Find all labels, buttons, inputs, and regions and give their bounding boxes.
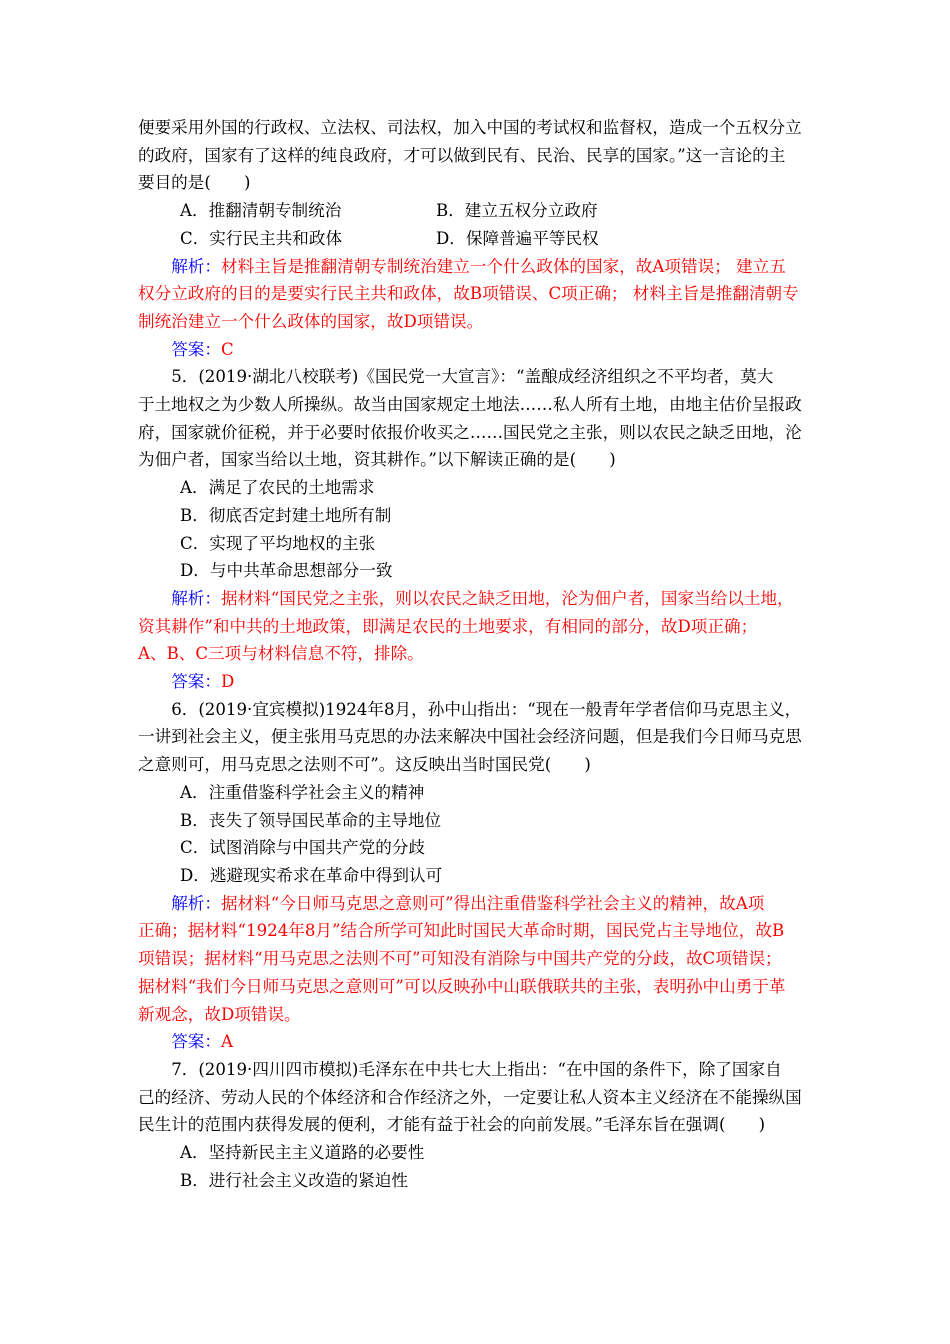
option-c: C．实行民主共和政体 [180,228,343,248]
option-d: D．逃避现实希求在革命中得到认可 [180,865,443,885]
option-a: A．推翻清朝专制统治 [180,201,342,221]
question-stem-line: 的政府，国家有了这样的纯良政府，才可以做到民有、民治、民享的国家。”这一言论的主 [138,145,786,165]
analysis-line: 项错误；据材料“用马克思之法则不可”可知没有消除与中国共产党的分歧，故C项错误； [138,949,782,969]
option-row [138,197,825,225]
answer-line [138,1028,825,1056]
analysis-line: 据材料“我们今日师马克思之意则可”可以反映孙中山联俄联共的主张，表明孙中山勇于革 [138,976,786,996]
answer-label: 答案： [171,1032,221,1052]
option-a: A．注重借鉴科学社会主义的精神 [180,782,425,802]
option-c: C．实现了平均地权的主张 [180,533,376,553]
analysis-label: 解析： [171,588,221,608]
question-stem-line: 要目的是( ) [138,173,251,193]
question-stem-line: 民生计的范围内获得发展的便利，才能有益于社会的向前发展。”毛泽东旨在强调( ) [138,1115,766,1135]
option-b: B．彻底否定封建土地所有制 [180,505,392,525]
question-stem-line: 于土地权之为少数人所操纵。故当由国家规定土地法……私人所有土地，由地主估价呈报政 [138,395,802,415]
question-5 [138,363,825,695]
answer-line [138,336,825,364]
question-stem-line: 7．(2019·四川四市模拟)毛泽东在中共七大上指出：“在中国的条件下，除了国家自 [171,1059,782,1079]
question-stem-line: 5．(2019·湖北八校联考)《国民党一大宣言》：“盖酿成经济组织之不平均者，莫大 [171,367,774,387]
option-row [138,225,825,253]
option-c: C．试图消除与中国共产党的分歧 [180,838,426,858]
answer-value: D [220,672,235,692]
option-b: B．建立五权分立政府 [436,201,598,221]
answer-value: C [220,339,234,359]
analysis-line [138,253,825,281]
analysis-line: 权分立政府的目的是要实行民主共和政体，故B项错误、C项正确； 材料主旨是推翻清朝专 [138,284,799,304]
question-stem-line: 便要采用外国的行政权、立法权、司法权，加入中国的考试权和监督权，造成一个五权分立 [138,118,802,137]
analysis-text: 据材料“国民党之主张，则以农民之缺乏田地，沦为佃户者，国家当给以土地， [220,588,794,608]
question-stem-line: 府，国家就价征税，并于必要时依报价收买之……国民党之主张，则以农民之缺乏田地，沦 [138,422,802,442]
answer-label: 答案： [171,672,221,692]
option-a: A．满足了农民的土地需求 [180,478,375,498]
analysis-text: 据材料“今日师马克思之意则可”得出注重借鉴科学社会主义的精神，故A项 [220,893,765,913]
question-stem-line: 之意则可，用马克思之法则不可”。这反映出当时国民党( ) [138,755,591,775]
analysis-line: 新观念，故D项错误。 [138,1004,301,1024]
analysis-line [138,585,825,613]
analysis-line: 资其耕作”和中共的土地政策，即满足农民的土地要求，有相同的部分，故D项正确； [138,616,758,636]
question-stem-line: 6．(2019·宜宾模拟)1924年8月，孙中山指出：“现在一般青年学者信仰马克思主义， [171,699,802,719]
question-6 [138,696,825,1056]
option-d: D．与中共革命思想部分一致 [180,561,393,581]
question-4 [138,114,825,363]
answer-line [138,668,825,696]
analysis-line: 正确；据材料“1924年8月”结合所学可知此时国民大革命时期，国民党占主导地位，故B [138,921,785,941]
option-b: B．进行社会主义改造的紧迫性 [180,1170,408,1190]
analysis-label: 解析： [171,256,221,276]
question-7 [138,1056,825,1195]
answer-label: 答案： [171,339,221,359]
answer-value: A [220,1032,233,1052]
option-d: D．保障普遍平等民权 [436,228,599,248]
option-b: B．丧失了领导国民革命的主导地位 [180,810,442,830]
analysis-line: 制统治建立一个什么政体的国家，故D项错误。 [138,311,484,331]
analysis-text: 材料主旨是推翻清朝专制统治建立一个什么政体的国家，故A项错误； 建立五 [220,256,786,276]
analysis-label: 解析： [171,893,221,913]
option-a: A．坚持新民主主义道路的必要性 [180,1143,425,1163]
analysis-line: A、B、C三项与材料信息不符，排除。 [138,644,424,664]
question-stem-line: 为佃户者，国家当给以土地，资其耕作。”以下解读正确的是( ) [138,450,616,470]
question-stem-line: 己的经济、劳动人民的个体经济和合作经济之外，一定要让私人资本主义经济在不能操纵国 [138,1087,802,1107]
analysis-line [138,890,825,918]
question-stem-line: 一讲到社会主义，便主张用马克思的办法来解决中国社会经济问题，但是我们今日师马克思 [138,727,802,747]
